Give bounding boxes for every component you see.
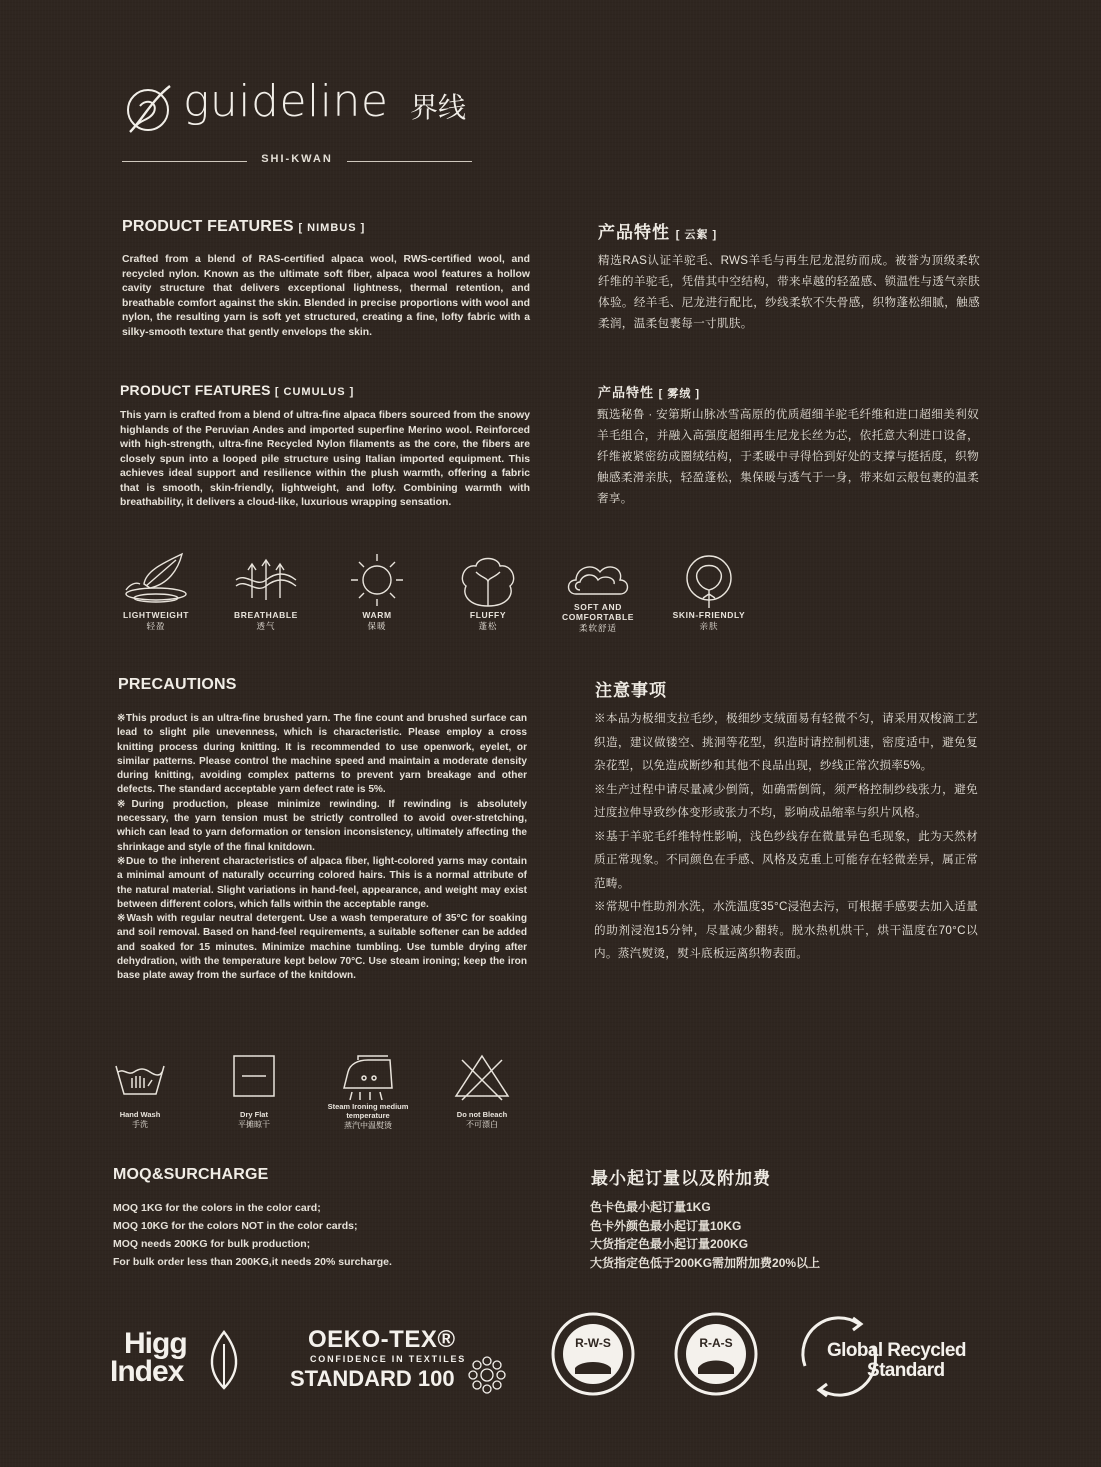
grs-logo [797, 1314, 979, 1398]
oeko-tex-logo [288, 1326, 514, 1396]
precaution-item-cn: ※生产过程中请尽量减少倒筒，如确需倒筒，须严格控制纱线张力，避免过度拉伸导致纱体变形或张力不均，影响成品缩率与织片风格。 [594, 782, 978, 819]
moq-line-cn: 色卡外颜色最小起订量10KG [590, 1218, 742, 1233]
care-label-cn: 蒸汽中温熨烫 [344, 1121, 392, 1130]
moq-line-cn: 大货指定色最小起订量200KG [590, 1237, 749, 1251]
feature-label-en: SKIN-FRIENDLY [672, 610, 746, 620]
nimbus-title-cn [598, 218, 717, 243]
feature-label-en: BREATHABLE [234, 610, 298, 620]
cotton-boll-icon [669, 550, 749, 610]
precautions-title-en: PRECAUTIONS [118, 676, 237, 693]
rws-text: R-W-S [575, 1336, 611, 1350]
higg-index-logo [110, 1327, 240, 1394]
feature-warm [322, 550, 432, 632]
brand-name: guideline [183, 76, 389, 127]
precautions-title-cn: 注意事项 [595, 681, 667, 700]
cumulus-title-cn [598, 382, 700, 401]
dry-flat-icon [224, 1050, 284, 1110]
feature-breathable [211, 550, 321, 632]
feature-label-cn: 亲肤 [699, 621, 719, 631]
airflow-icon [226, 550, 306, 610]
no-bleach-icon [452, 1050, 512, 1110]
grs-text-2: Standard [867, 1360, 945, 1381]
moq-line-cn: 大货指定色低于200KG需加附加费20%以上 [590, 1255, 821, 1270]
nimbus-text-cn: 精选RAS认证羊驼毛、RWS羊毛与再生尼龙混纺而成。被誉为顶级柔软纤维的羊驼毛，凭借其中空结构，带来卓越的轻盈感、锁温性与透气亲肤体验。经羊毛、尼龙进行配比，纱线柔软不失骨感，织物蓬松细腻，触感柔润，温柔包裹每一寸肌肤。 [598, 254, 980, 330]
nimbus-text-en: Crafted from a blend of RAS-certified alpaca wool, RWS-certified wool, and recycled nylon. Known as the ultimate soft fiber, alpaca wool features a hollow cavity structure that delivers exceptional lightness, thermal retention, and breathable comfort against the skin. Blended in precise proportions with wool and nylon, the resulting yarn is soft yet structured, creating a fine, lofty fabric with a silky-smooth texture that gently envelops the skin. [122, 254, 530, 338]
moq-title-cn: 最小起订量以及附加费 [591, 1169, 771, 1188]
moq-line-en: MOQ 1KG for the colors in the color card; [113, 1202, 321, 1214]
brand-subtitle [122, 153, 472, 169]
precaution-item-en: ※Wash with regular neutral detergent. Use a wash temperature of 35°C for soaking and soil removal. Based on hand-feel requirements, a suitable softener can be added and soaked for 15 minutes. Minimize machine tumbling. Use tumble drying after dehydration, with the temperature kept below 70°C. Use steam ironing; keep the iron base plate away from the surface of the knitdown. [117, 913, 527, 982]
oeko-tagline: CONFIDENCE IN TEXTILES [310, 1354, 467, 1364]
nimbus-title-en-text: PRODUCT FEATURES [122, 218, 294, 235]
cumulus-title-en [120, 382, 354, 398]
precaution-item-en: ※Due to the inherent characteristics of alpaca fiber, light-colored yarns may contain a minimal amount of naturally occurring colored hairs. This is a normal attribute of the natural material. Slight variations in hand-feel, appearance, and weight may exist between different colors, which falls within the acceptable range. [117, 855, 527, 910]
feature-label-cn: 蓬松 [478, 621, 498, 631]
hand-wash-icon [110, 1050, 170, 1110]
feature-label-en: LIGHTWEIGHT [122, 610, 190, 620]
sun-icon [337, 550, 417, 610]
oeko-title: OEKO-TEX® [308, 1326, 456, 1353]
precaution-item-cn: ※常规中性助剂水洗，水洗温度35°C浸泡去污，可根据手感要去加入适量的助剂浸泡15分钟，尽量减少翻转。脱水热机烘干，烘干温度在70°C以内。蒸汽熨烫，熨斗底板远离织物表面。 [594, 900, 978, 960]
cumulus-title-en-text: PRODUCT FEATURES [120, 382, 271, 398]
cumulus-tag-en: [ CUMULUS ] [274, 386, 355, 398]
oeko-standard: STANDARD 100 [290, 1366, 455, 1391]
cloud-icon [558, 550, 638, 602]
feature-label-en: WARM [362, 610, 392, 620]
feather-icon [116, 550, 196, 610]
care-no-bleach [422, 1050, 542, 1130]
flower-icon [466, 1354, 508, 1396]
precautions-list-cn [594, 707, 978, 966]
moq-line-en: MOQ 10KG for the colors NOT in the color cards; [113, 1220, 358, 1232]
feature-label-cn: 保暖 [367, 621, 387, 631]
precaution-item-cn: ※基于羊驼毛纤维特性影响，浅色纱线存在微量异色毛现象，此为天然材质正常现象。不同颜色在手感、风格及克重上可能存在轻微差异，属正常范畴。 [594, 829, 978, 890]
cotton-icon [448, 550, 528, 610]
moq-title-en: MOQ&SURCHARGE [113, 1166, 269, 1183]
leaf-icon [208, 1330, 240, 1392]
moq-list-cn [590, 1198, 990, 1272]
feature-label-en: FLUFFY [469, 610, 507, 620]
nimbus-tag-cn: [ 云絮 ] [675, 229, 718, 241]
brand-subtitle-text: SHI-KWAN [261, 153, 333, 165]
care-label-cn: 平摊晾干 [238, 1120, 270, 1129]
feature-label-cn: 轻盈 [146, 621, 166, 631]
brand-name-cn: 界线 [410, 92, 467, 123]
precaution-item-en: ※This product is an ultra-fine brushed yarn. The fine count and brushed surface can lead to slight pile unevenness, which is characteristic. Please employ a cross knitting process during knitting. It is recommended to use openwork, eyelet, or similar patterns. Please control the machine speed and maintain a moderate density during knitting, avoiding complex patterns to prevent yarn breakage and other defects. The standard acceptable yarn defect rate is 5%. [117, 713, 527, 796]
nimbus-tag-en: [ NIMBUS ] [298, 222, 366, 234]
rws-seal-icon [551, 1312, 635, 1396]
ras-seal-icon [674, 1312, 758, 1396]
moq-list-en [113, 1199, 553, 1271]
nimbus-title-cn-text: 产品特性 [598, 223, 670, 242]
moq-line-cn: 色卡色最小起订量1KG [590, 1200, 711, 1214]
feature-fluffy [433, 550, 543, 632]
cumulus-text-en: This yarn is crafted from a blend of ultra-fine alpaca fibers sourced from the snowy highlands of the Peruvian Andes and imported superfine Merino wool. Reinforced with high-strength, ultra-fine Recycled Nylon filaments as the core, the fibers are closely spun into a looped pile structure using Italian imported equipment. This achieves ideal support and resilience within the plush warmth, offering a fabric that is smooth, skin-friendly, lightweight, and lofty. Combining warmth with breathability, it delivers a cloud-like, luxurious wrapping sensation. [120, 410, 530, 508]
guideline-logo-icon [122, 80, 178, 136]
feature-label-en: SOFT AND COMFORTABLE [561, 602, 635, 622]
ras-text: R-A-S [699, 1336, 733, 1350]
care-label-cn: 不可漂白 [466, 1120, 498, 1129]
feature-label-cn: 柔软舒适 [578, 623, 617, 633]
care-dry-flat [194, 1050, 314, 1130]
feature-skin-friendly [654, 550, 764, 632]
higg-text-2: Index [110, 1355, 184, 1388]
feature-label-cn: 透气 [256, 621, 276, 631]
cumulus-text-cn: 甄选秘鲁 · 安第斯山脉冰雪高原的优质超细羊驼毛纤维和进口超细美利奴羊毛组合，并融入高强度超细再生尼龙长丝为芯，依托意大利进口设备，纤维被紧密纺成圈绒结构，于柔暖中寻得恰到好处的支撑与挺括度，织物触感柔滑亲肤，轻盈蓬松，集保暖与透气于一身，带来如云般包裹的温柔奢享。 [597, 408, 979, 505]
nimbus-title-en [122, 218, 365, 236]
moq-line-en: For bulk order less than 200KG,it needs 20% surcharge. [113, 1256, 392, 1268]
moq-line-en: MOQ needs 200KG for bulk production; [113, 1238, 311, 1250]
feature-lightweight [101, 550, 211, 632]
precaution-item-en: ※During production, please minimize rewinding. If rewinding is absolutely necessary, the yarn tension must be strictly controlled to avoid over-stretching, which can lead to yarn deformation or tension inconsistency, ultimately affecting the shrinkage and style of the final knitdown. [117, 798, 527, 853]
care-label-cn: 手洗 [132, 1120, 148, 1129]
care-label-en: Do not Bleach [456, 1110, 508, 1119]
rws-badge [551, 1312, 635, 1396]
care-label-en: Dry Flat [240, 1110, 268, 1119]
precaution-item-cn: ※本品为极细支拉毛纱，极细纱支绒面易有轻微不匀，请采用双梭滴工艺织造，建议做镂空、挑洞等花型，织造时请控制机速，密度适中，避免复杂花型，以免造成断纱和其他不良品出现，纱线正常次损率5%。 [594, 712, 978, 772]
precautions-list-en [117, 712, 527, 984]
cumulus-tag-cn: [ 雾绒 ] [658, 388, 701, 400]
cumulus-title-cn-text: 产品特性 [598, 385, 655, 400]
feature-soft-comfortable [543, 550, 653, 634]
care-label-en: Hand Wash [119, 1110, 161, 1119]
care-label-en: Steam Ironing medium temperature [327, 1102, 409, 1120]
steam-iron-icon [338, 1050, 398, 1102]
care-steam-iron [308, 1050, 428, 1131]
grs-text-1: Global Recycled [827, 1340, 966, 1361]
ras-badge [674, 1312, 758, 1396]
higg-text-1: Higg [124, 1327, 187, 1360]
care-hand-wash [80, 1050, 200, 1130]
